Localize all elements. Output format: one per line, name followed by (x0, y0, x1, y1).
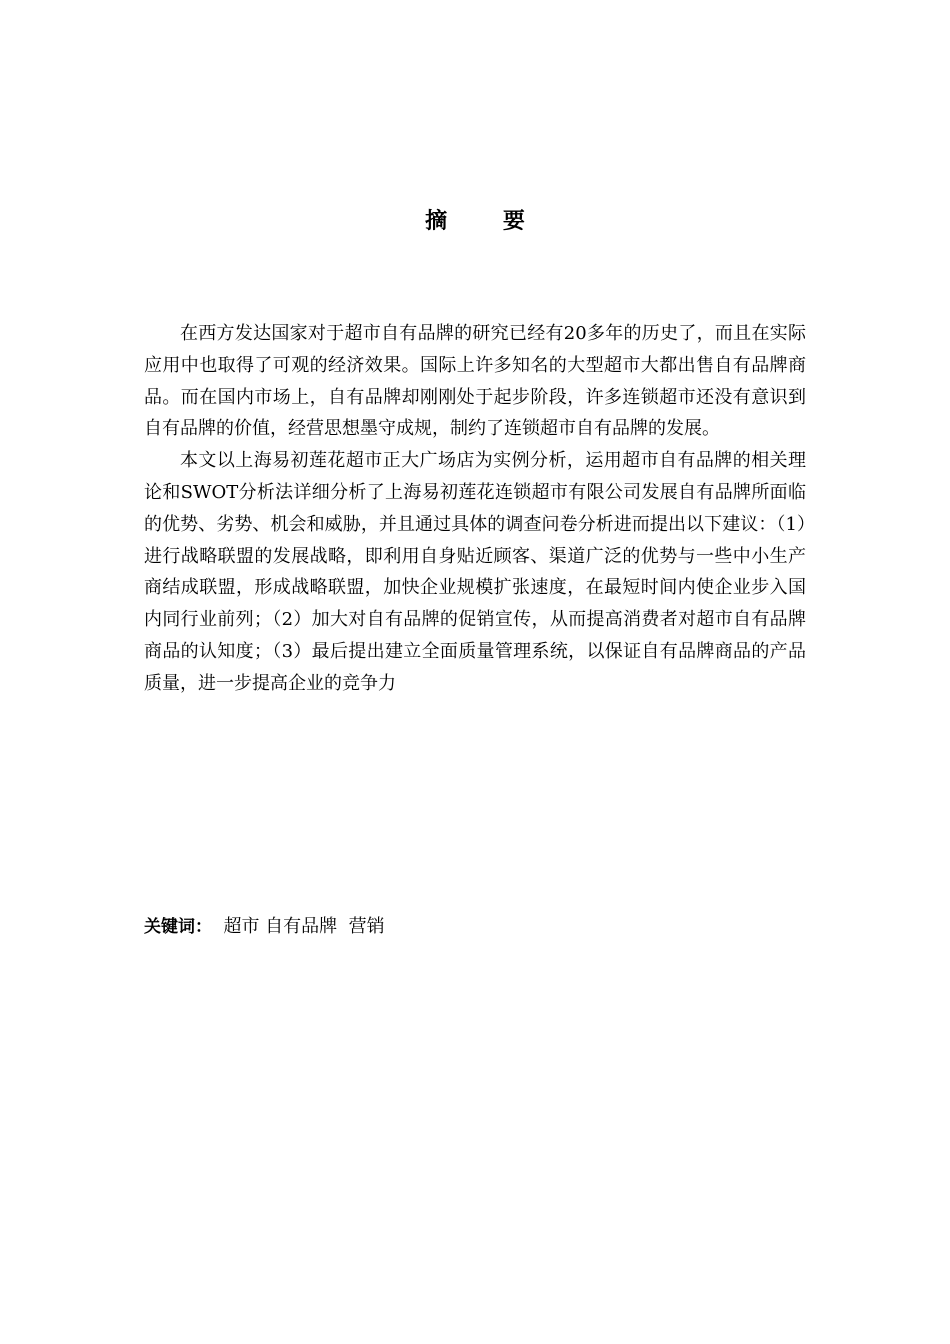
keywords-line (144, 912, 806, 942)
abstract-paragraph-1: 在西方发达国家对于超市自有品牌的研究已经有20多年的历史了，而且在实际应用中也取得了可观的经济效果。国际上许多知名的大型超市大都出售自有品牌商品。而在国内市场上，自有品牌却刚刚处于起步阶段，许多连锁超市还没有意识到自有品牌的价值，经营思想墨守成规，制约了连锁超市自有品牌的发展。 (144, 323, 806, 440)
abstract-paragraph-2: 本文以上海易初莲花超市正大广场店为实例分析，运用超市自有品牌的相关理论和SWOT分析法详细分析了上海易初莲花连锁超市有限公司发展自有品牌所面临的优势、劣势、机会和威胁，并且通过具体的调查问卷分析进而提出以下建议：（1）进行战略联盟的发展战略，即利用自身贴近顾客、渠道广泛的优势与一些中小生产商结成联盟，形成战略联盟，加快企业规模扩张速度，在最短时间内使企业步入国内同行业前列；（2）加大对自有品牌的促销宣传，从而提高消费者对超市自有品牌商品的认知度；（3）最后提出建立全面质量管理系统，以保证自有品牌商品的产品质量，进一步提高企业的竞争力 (144, 450, 806, 694)
keywords-label: 关键词： (144, 917, 212, 937)
page-title: 摘 要 (425, 209, 549, 234)
keywords-values: 超市 自有品牌 营销 (212, 916, 385, 937)
abstract-body (144, 318, 806, 700)
